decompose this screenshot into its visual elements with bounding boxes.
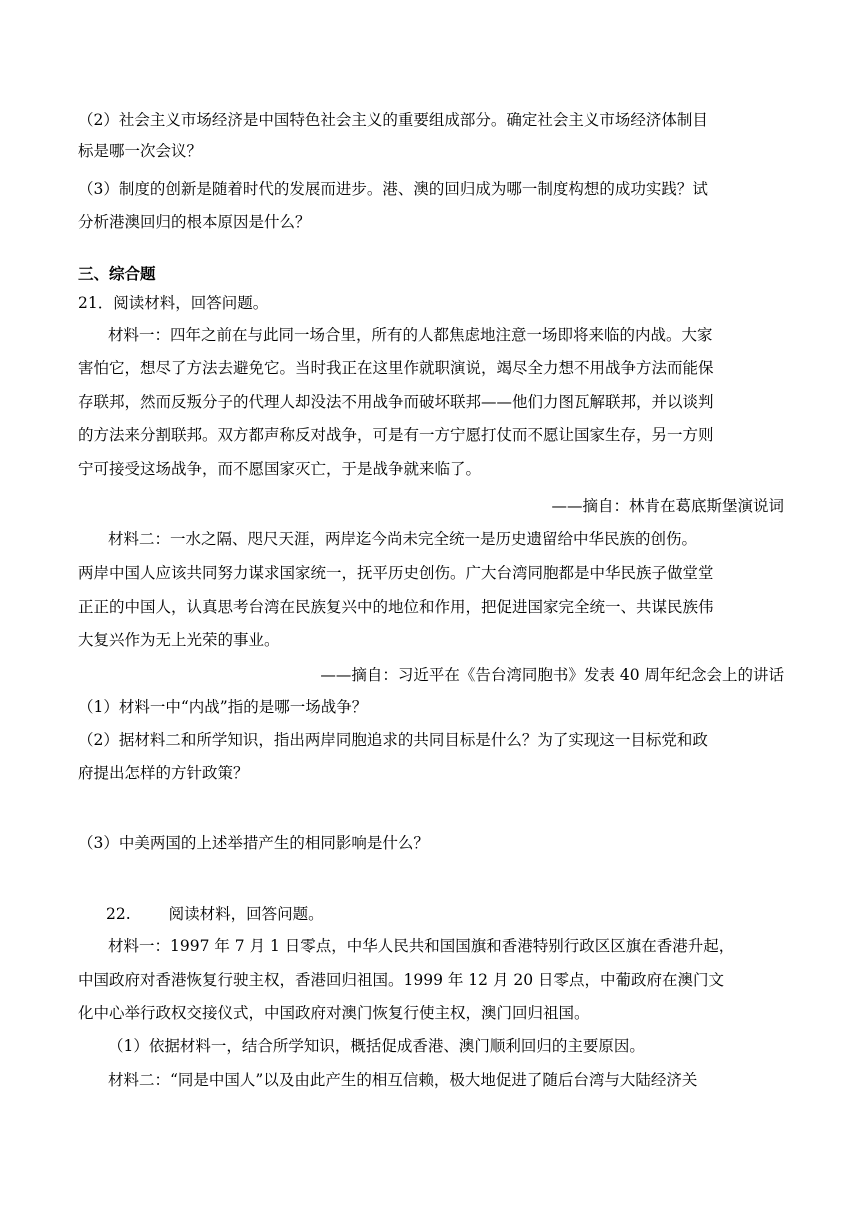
question-21-3: （3）中美两国的上述举措产生的相同影响是什么？: [78, 834, 429, 852]
question-22-1: （1）依据材料一，结合所学知识，概括促成香港、澳门顺利回归的主要原因。: [108, 1037, 645, 1055]
question-21-title: 21．阅读材料，回答问题。: [78, 294, 269, 312]
material-1-line-5: 宁可接受这场战争，而不愿国家灭亡，于是战争就来临了。: [78, 460, 482, 478]
material-22-1-line-1: 材料一：1997 年 7 月 1 日零点，中华人民共和国国旗和香港特别行政区区旗在香港升起，: [108, 937, 735, 955]
question-20-3-line-2: 分析港澳回归的根本原因是什么？: [78, 213, 311, 231]
material-1-line-3: 存联邦，然而反叛分子的代理人却没法不用战争而破坏联邦——他们力图瓦解联邦，并以谈判: [78, 393, 714, 411]
material-22-1-line-2: 中国政府对香港恢复行驶主权，香港回归祖国。1999 年 12 月 20 日零点，中葡政府在澳门文: [78, 971, 725, 989]
question-21-1: （1）材料一中“内战”指的是哪一场战争？: [78, 698, 368, 716]
question-21-2-line-2: 府提出怎样的方针政策？: [78, 764, 249, 782]
material-1-line-4: 的方法来分割联邦。双方都声称反对战争，可是有一方宁愿打仗而不愿让国家生存，另一方则: [78, 426, 714, 444]
material-2-line-3: 正正的中国人，认真思考台湾在民族复兴中的地位和作用，把促进国家完全统一、共谋民族伟: [78, 598, 714, 616]
question-22-number: 22.: [106, 905, 131, 923]
question-22-title: [106, 904, 812, 924]
material-1-line-2: 害怕它，想尽了方法去避免它。当时我正在这里作就职演说，竭尽全力想不用战争方法而能保: [78, 359, 714, 377]
section-heading: 三、综合题: [78, 265, 156, 283]
question-22-text: 阅读材料，回答问题。: [168, 905, 324, 923]
material-2-line-1: 材料二：一水之隔、咫尺天涯，两岸迄今尚未完全统一是历史遗留给中华民族的创伤。: [108, 530, 698, 548]
material-1-line-1: 材料一：四年之前在与此同一场合里，所有的人都焦虑地注意一场即将来临的内战。大家: [108, 326, 713, 344]
material-2-line-2: 两岸中国人应该共同努力谋求国家统一，抚平历史创伤。广大台湾同胞都是中华民族子做堂堂: [78, 564, 714, 582]
material-2-line-4: 大复兴作为无上光荣的事业。: [78, 631, 280, 649]
material-22-2-line-1: 材料二：“同是中国人”以及由此产生的相互信赖，极大地促进了随后台湾与大陆经济关: [108, 1071, 698, 1089]
material-2-source: ——摘自：习近平在《告台湾同胞书》发表 40 周年纪念会上的讲话: [320, 666, 784, 684]
question-20-2-line-1: （2）社会主义市场经济是中国特色社会主义的重要组成部分。确定社会主义市场经济体制目: [78, 111, 708, 129]
question-20-3-line-1: （3）制度的创新是随着时代的发展而进步。港、澳的回归成为哪一制度构想的成功实践？试: [78, 180, 708, 198]
question-20-2-line-2: 标是哪一次会议？: [78, 142, 203, 160]
material-22-1-line-3: 化中心举行政权交接仪式，中国政府对澳门恢复行使主权，澳门回归祖国。: [78, 1004, 590, 1022]
question-21-2-line-1: （2）据材料二和所学知识，指出两岸同胞追求的共同目标是什么？为了实现这一目标党和政: [78, 731, 708, 749]
material-1-source: ——摘自：林肯在葛底斯堡演说词: [551, 497, 784, 515]
